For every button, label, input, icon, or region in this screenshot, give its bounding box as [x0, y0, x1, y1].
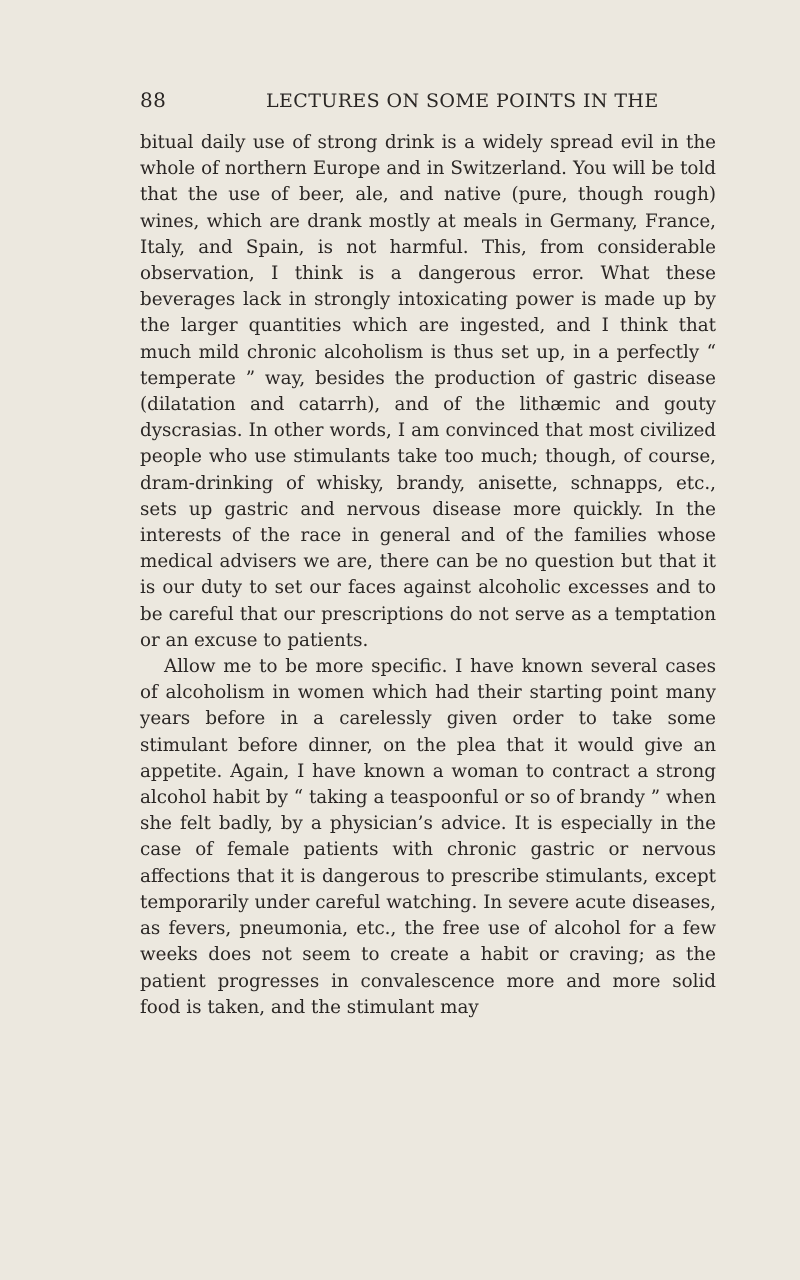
page-number: 88	[140, 88, 167, 112]
paragraph-allow-me: Allow me to be more specific. I have known several cases of alcoholism in women which had their starting point many years before in a carelessly given order to take some stimulant before dinner, on the plea that it would give an appetite. Again, I have known a woman to contract a strong alcohol habit by “ taking a teaspoonful or so of brandy ” when she felt badly, by a physician’s advice. It is especially in the case of female patients with chronic gastric or nervous affections that it is dangerous to prescribe stimulants, except temporarily under careful watching. In severe acute diseases, as fevers, pneumonia, etc., the free use of alcohol for a few weeks does not seem to create a habit or craving; as the patient progresses in convalescence more and more solid food is taken, and the stimulant may	[140, 656, 716, 1018]
paragraph-continuation: bitual daily use of strong drink is a widely spread evil in the whole of northern Europe and in Switzerland. You will be told that the use of beer, ale, and native (pure, though rough) wines, which are drank mostly at meals in Germany, France, Italy, and Spain, is not harmful. This, from considerable observation, I think is a dangerous error. What these beverages lack in strongly intoxicating power is made up by the larger quantities which are ingested, and I think that much mild chronic alcoholism is thus set up, in a perfectly “ temperate ” way, besides the production of gastric disease (dilatation and catarrh), and of the lithæmic and gouty dyscrasias. In other words, I am convinced that most civilized people who use stimulants take too much; though, of course, dram-drinking of whisky, brandy, anisette, schnapps, etc., sets up gastric and nervous disease more quickly. In the interests of the race in general and of the families whose medical advisers we are, there can be no question but that it is our duty to set our faces against alcoholic excesses and to be careful that our prescriptions do not serve as a temptation or an excuse to patients.	[140, 132, 716, 651]
page-header	[140, 88, 716, 112]
body-text	[140, 130, 716, 1021]
running-head: LECTURES ON SOME POINTS IN THE	[266, 90, 659, 112]
